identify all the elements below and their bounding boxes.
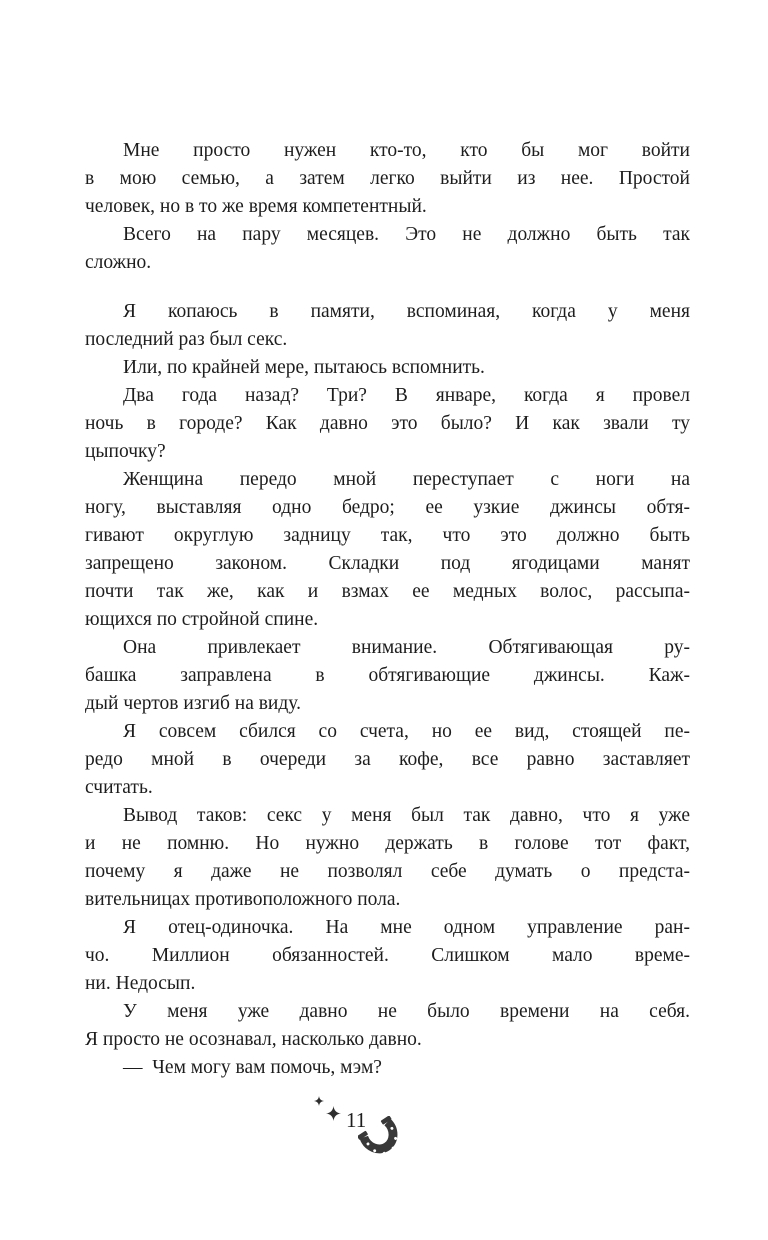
text-line: Я просто не осознавал, насколько давно. [85, 1029, 422, 1050]
text-line: человек, но в то же время компетентный. [85, 196, 427, 217]
text-line: считать. [85, 777, 153, 798]
text-line: редо мной в очереди за кофе, все равно заставляет [85, 749, 690, 770]
text-line: Она привлекает внимание. Обтягивающая ру- [123, 637, 690, 658]
text-line: ни. Недосып. [85, 973, 196, 994]
text-line: Всего на пару месяцев. Это не должно быть так [123, 224, 690, 245]
page-number: 11 [346, 1108, 367, 1132]
text-line: Женщина передо мной переступает с ноги на [123, 469, 690, 490]
horseshoe-icon [358, 1116, 408, 1166]
text-line: Мне просто нужен кто-то, кто бы мог войти [123, 140, 690, 161]
text-line: в мою семью, а затем легко выйти из нее. Простой [85, 168, 690, 189]
body-text [85, 137, 690, 1082]
text-line: Или, по крайней мере, пытаюсь вспомнить. [123, 357, 485, 378]
text-line: почему я даже не позволял себе думать о предста- [85, 861, 690, 882]
text-line: гивают округлую задницу так, что это должно быть [85, 525, 690, 546]
text-line: сложно. [85, 252, 152, 273]
paragraph-spacer [85, 277, 690, 298]
text-line: — Чем могу вам помочь, мэм? [123, 1057, 382, 1078]
text-line: и не помню. Но нужно держать в голове тот факт, [85, 833, 690, 854]
text-line: чо. Миллион обязанностей. Слишком мало време- [85, 945, 690, 966]
text-line: Я совсем сбился со счета, но ее вид, стоящей пе- [123, 721, 690, 742]
text-line: ночь в городе? Как давно это было? И как звали ту [85, 413, 690, 434]
sparkle-large-icon [326, 1106, 341, 1121]
text-line: башка заправлена в обтягивающие джинсы. Каж- [85, 665, 690, 686]
text-line: цыпочку? [85, 441, 166, 462]
text-line: запрещено законом. Складки под ягодицами манят [85, 553, 690, 574]
text-line: Я отец-одиночка. На мне одном управление ран- [123, 917, 690, 938]
text-line: последний раз был секс. [85, 329, 288, 350]
page-footer [300, 1090, 440, 1172]
sparkle-small-icon [314, 1096, 324, 1106]
text-line: ющихся по стройной спине. [85, 609, 319, 630]
text-line: вительницах противоположного пола. [85, 889, 401, 910]
text-line: ногу, выставляя одно бедро; ее узкие джинсы обтя- [85, 497, 690, 518]
text-line: почти так же, как и взмах ее медных волос, рассыпа- [85, 581, 690, 602]
text-line: Я копаюсь в памяти, вспоминая, когда у меня [123, 301, 690, 322]
text-line: У меня уже давно не было времени на себя. [123, 1001, 690, 1022]
text-line: дый чертов изгиб на виду. [85, 693, 301, 714]
text-line: Два года назад? Три? В январе, когда я провел [123, 385, 690, 406]
text-line: Вывод таков: секс у меня был так давно, что я уже [123, 805, 690, 826]
